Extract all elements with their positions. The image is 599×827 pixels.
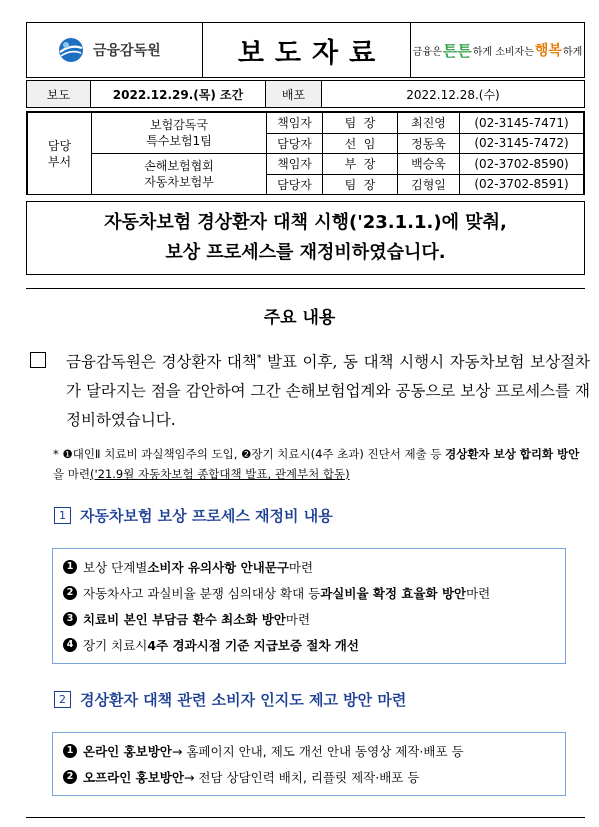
footnote-text-1: 대인Ⅱ 치료비 과실책임주의 도입, [72, 447, 242, 461]
list-item [63, 764, 555, 790]
contact-position: 팀 장 [323, 113, 398, 134]
contact-phone: (02-3702-8590) [460, 154, 584, 175]
contact-role: 책임자 [267, 113, 323, 134]
list-item [63, 632, 555, 658]
title-cell [203, 23, 411, 77]
item-text: 마련 [285, 612, 311, 627]
contact-name: 최진영 [398, 113, 460, 134]
slogan-part3: 하게 소비자는 [472, 46, 534, 58]
footnote-star: * [53, 447, 59, 461]
item-text: 마련 [466, 586, 491, 601]
list-item [63, 554, 555, 580]
section-number: 2 [54, 691, 71, 708]
org-name: 금융감독원 [93, 43, 161, 59]
item-number: 3 [63, 612, 77, 626]
contact-name: 정동욱 [398, 133, 460, 154]
footnote-text-3: 을 마련 [53, 467, 90, 481]
item-text: 마련 [288, 560, 314, 575]
section-title: 경상환자 대책 관련 소비자 인지도 제고 방안 마련 [80, 691, 407, 709]
paragraph-text-b: 발표 이후, 동 대책 시행시 자동차보험 보상절차가 달라지는 점을 감안하여 그간 손해보험업계와 공동으로 보상 프로세스를 재정비하였습니다. [66, 353, 591, 430]
section-number: 1 [54, 507, 71, 524]
footnote-bold: 경상환자 보상 합리화 방안 [445, 447, 580, 461]
item-text: → 전담 상담인력 배치, 리플릿 제작·배포 등 [183, 770, 420, 785]
item-number: 1 [63, 744, 77, 758]
section-title: 자동차보험 보상 프로세스 재정비 내용 [80, 507, 333, 525]
section-2-box [52, 732, 566, 796]
list-item [63, 738, 555, 764]
list-item [63, 580, 555, 606]
item-number: 4 [63, 638, 77, 652]
headline-box [26, 201, 585, 275]
slogan-part1: 금융은 [412, 46, 442, 58]
logo-cell [27, 23, 203, 77]
footnote [53, 444, 588, 484]
slogan-part4: 행복 [534, 43, 562, 59]
footnote-source: ('21.9월 자동차보험 종합대책 발표, 관계부처 합동) [89, 467, 350, 481]
footnote-text-2: 장기 치료시(4주 초과) 진단서 제출 등 [251, 447, 446, 461]
fss-logo-icon [57, 36, 85, 64]
item-bold: 과실비율 확정 효율화 방안 [320, 586, 467, 601]
footnote-num-1: ❶ [62, 447, 73, 461]
item-bold: 4주 경과시점 기준 지급보증 절차 개선 [147, 638, 359, 653]
slogan-part2: 튼튼 [442, 41, 472, 60]
contacts-label: 담당 부서 [28, 113, 92, 195]
contact-position: 팀 장 [323, 174, 398, 195]
section-heading-2 [54, 689, 406, 710]
doc-title: 보도자료 [237, 37, 387, 69]
divider [26, 288, 585, 289]
item-bold: 치료비 본인 부담금 환수 최소화 방안 [83, 612, 286, 627]
contact-position: 선 임 [323, 133, 398, 154]
distribution-date: 2022.12.28.(수) [406, 87, 500, 102]
contact-phone: (02-3145-7471) [460, 113, 584, 134]
department-name: 보험감독국 특수보험1팀 [92, 113, 267, 154]
footnote-num-2: ❷ [241, 447, 252, 461]
distribution-label: 배포 [266, 81, 322, 107]
item-text: 장기 치료시 [83, 638, 148, 653]
release-date: 2022.12.29.(목) 조간 [91, 81, 266, 107]
contact-phone: (02-3145-7472) [460, 133, 584, 154]
item-number: 2 [63, 770, 77, 784]
headline-line-2: 보상 프로세스를 재정비하였습니다. [165, 242, 446, 263]
paragraph-footnote-mark: * [256, 354, 262, 364]
contact-role: 담당자 [267, 174, 323, 195]
release-label: 보도 [27, 81, 91, 107]
item-bold: 온라인 홍보방안 [83, 744, 172, 759]
department-name: 손해보험협회 자동차보험부 [92, 154, 267, 195]
checkbox-bullet-icon [30, 352, 46, 368]
summary-title: 주요 내용 [263, 308, 336, 328]
slogan-part5: 하게 [562, 46, 583, 58]
paragraph-text-a: 금융감독원은 경상환자 대책 [66, 353, 257, 372]
release-row [26, 80, 585, 108]
item-text: 보상 단계별 [83, 560, 148, 575]
item-text: → 홈페이지 안내, 제도 개선 안내 동영상 제작·배포 등 [171, 744, 464, 759]
item-bold: 오프라인 홍보방안 [83, 770, 184, 785]
item-text: 자동차사고 과실비율 분쟁 심의대상 확대 등 [83, 586, 321, 601]
summary-paragraph [30, 345, 590, 435]
section-heading-1 [54, 505, 333, 526]
item-number: 2 [63, 586, 77, 600]
item-number: 1 [63, 560, 77, 574]
item-bold: 소비자 유의사항 안내문구 [147, 560, 289, 575]
contact-name: 백승욱 [398, 154, 460, 175]
contact-role: 담당자 [267, 133, 323, 154]
slogan [411, 23, 584, 77]
contact-role: 책임자 [267, 154, 323, 175]
contact-position: 부 장 [323, 154, 398, 175]
headline-line-1: 자동차보험 경상환자 대책 시행('23.1.1.)에 맞춰, [104, 212, 507, 233]
contact-name: 김형일 [398, 174, 460, 195]
contact-phone: (02-3702-8591) [460, 174, 584, 195]
press-header [26, 22, 585, 78]
list-item [63, 606, 555, 632]
contacts-table [26, 111, 585, 195]
section-1-box [52, 548, 566, 664]
divider [26, 817, 585, 818]
